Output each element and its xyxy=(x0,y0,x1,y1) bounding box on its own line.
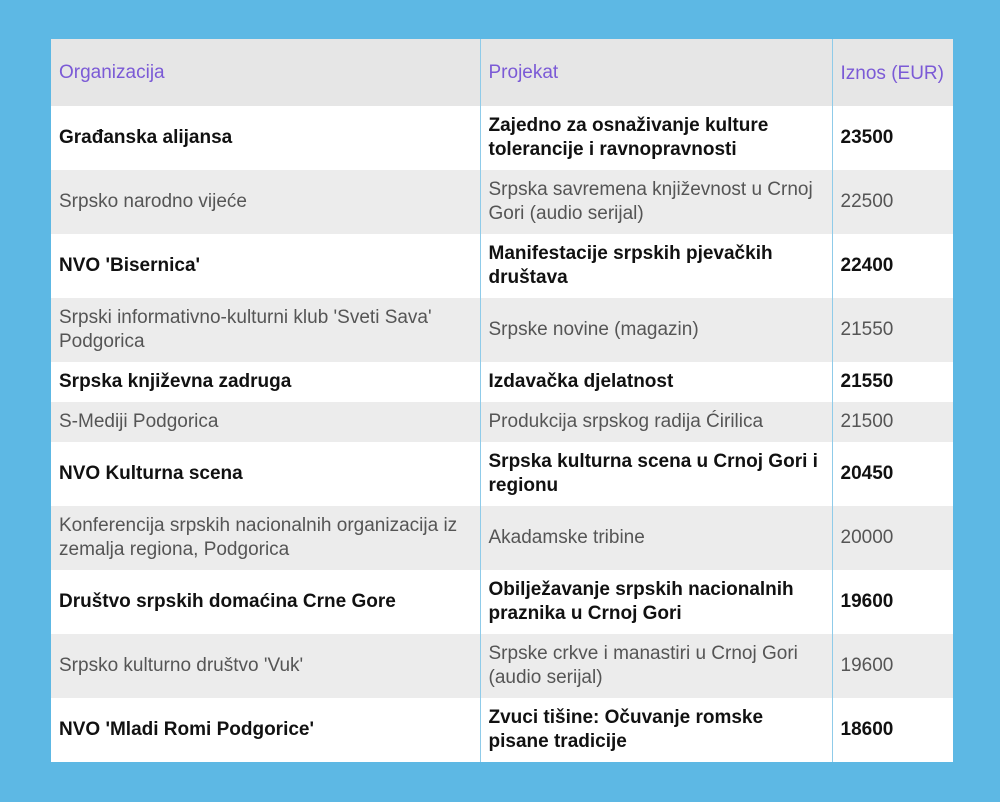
table-row xyxy=(51,570,953,634)
project-cell: Srpske crkve i manastiri u Crnoj Gori (audio serijal) xyxy=(480,634,832,698)
table-row xyxy=(51,402,953,442)
table-header-row xyxy=(51,39,953,106)
amount-cell: 21550 xyxy=(832,298,953,362)
project-cell: Produkcija srpskog radija Ćirilica xyxy=(480,402,832,442)
table-row xyxy=(51,298,953,362)
organization-cell: Srpsko kulturno društvo 'Vuk' xyxy=(51,634,480,698)
organization-cell: Srpska književna zadruga xyxy=(51,362,480,402)
table-row xyxy=(51,106,953,170)
project-cell: Zvuci tišine: Očuvanje romske pisane tradicije xyxy=(480,698,832,762)
organization-cell: Srpski informativno-kulturni klub 'Sveti Sava' Podgorica xyxy=(51,298,480,362)
amount-cell: 21500 xyxy=(832,402,953,442)
amount-cell: 18600 xyxy=(832,698,953,762)
organization-cell: NVO 'Mladi Romi Podgorice' xyxy=(51,698,480,762)
organization-cell: Građanska alijansa xyxy=(51,106,480,170)
amount-cell: 22500 xyxy=(832,170,953,234)
organization-cell: NVO Kulturna scena xyxy=(51,442,480,506)
project-cell: Akadamske tribine xyxy=(480,506,832,570)
table-row xyxy=(51,634,953,698)
table-row xyxy=(51,170,953,234)
grants-table-container xyxy=(51,39,953,762)
project-cell: Srpska savremena književnost u Crnoj Gori (audio serijal) xyxy=(480,170,832,234)
table-row xyxy=(51,506,953,570)
project-cell: Izdavačka djelatnost xyxy=(480,362,832,402)
organization-cell: S-Mediji Podgorica xyxy=(51,402,480,442)
organization-cell: NVO 'Bisernica' xyxy=(51,234,480,298)
header-organizacija: Organizacija xyxy=(51,39,480,106)
project-cell: Zajedno za osnaživanje kulture tolerancije i ravnopravnosti xyxy=(480,106,832,170)
table-row xyxy=(51,698,953,762)
amount-cell: 23500 xyxy=(832,106,953,170)
table-body xyxy=(51,106,953,762)
amount-cell: 20000 xyxy=(832,506,953,570)
amount-cell: 20450 xyxy=(832,442,953,506)
amount-cell: 21550 xyxy=(832,362,953,402)
amount-cell: 19600 xyxy=(832,570,953,634)
table-row xyxy=(51,362,953,402)
amount-cell: 19600 xyxy=(832,634,953,698)
table-row xyxy=(51,442,953,506)
amount-cell: 22400 xyxy=(832,234,953,298)
grants-table xyxy=(51,39,953,762)
organization-cell: Konferencija srpskih nacionalnih organizacija iz zemalja regiona, Podgorica xyxy=(51,506,480,570)
organization-cell: Društvo srpskih domaćina Crne Gore xyxy=(51,570,480,634)
table-row xyxy=(51,234,953,298)
header-projekat: Projekat xyxy=(480,39,832,106)
header-iznos: Iznos (EUR) xyxy=(832,39,953,106)
project-cell: Srpske novine (magazin) xyxy=(480,298,832,362)
project-cell: Obilježavanje srpskih nacionalnih praznika u Crnoj Gori xyxy=(480,570,832,634)
organization-cell: Srpsko narodno vijeće xyxy=(51,170,480,234)
project-cell: Manifestacije srpskih pjevačkih društava xyxy=(480,234,832,298)
project-cell: Srpska kulturna scena u Crnoj Gori i regionu xyxy=(480,442,832,506)
